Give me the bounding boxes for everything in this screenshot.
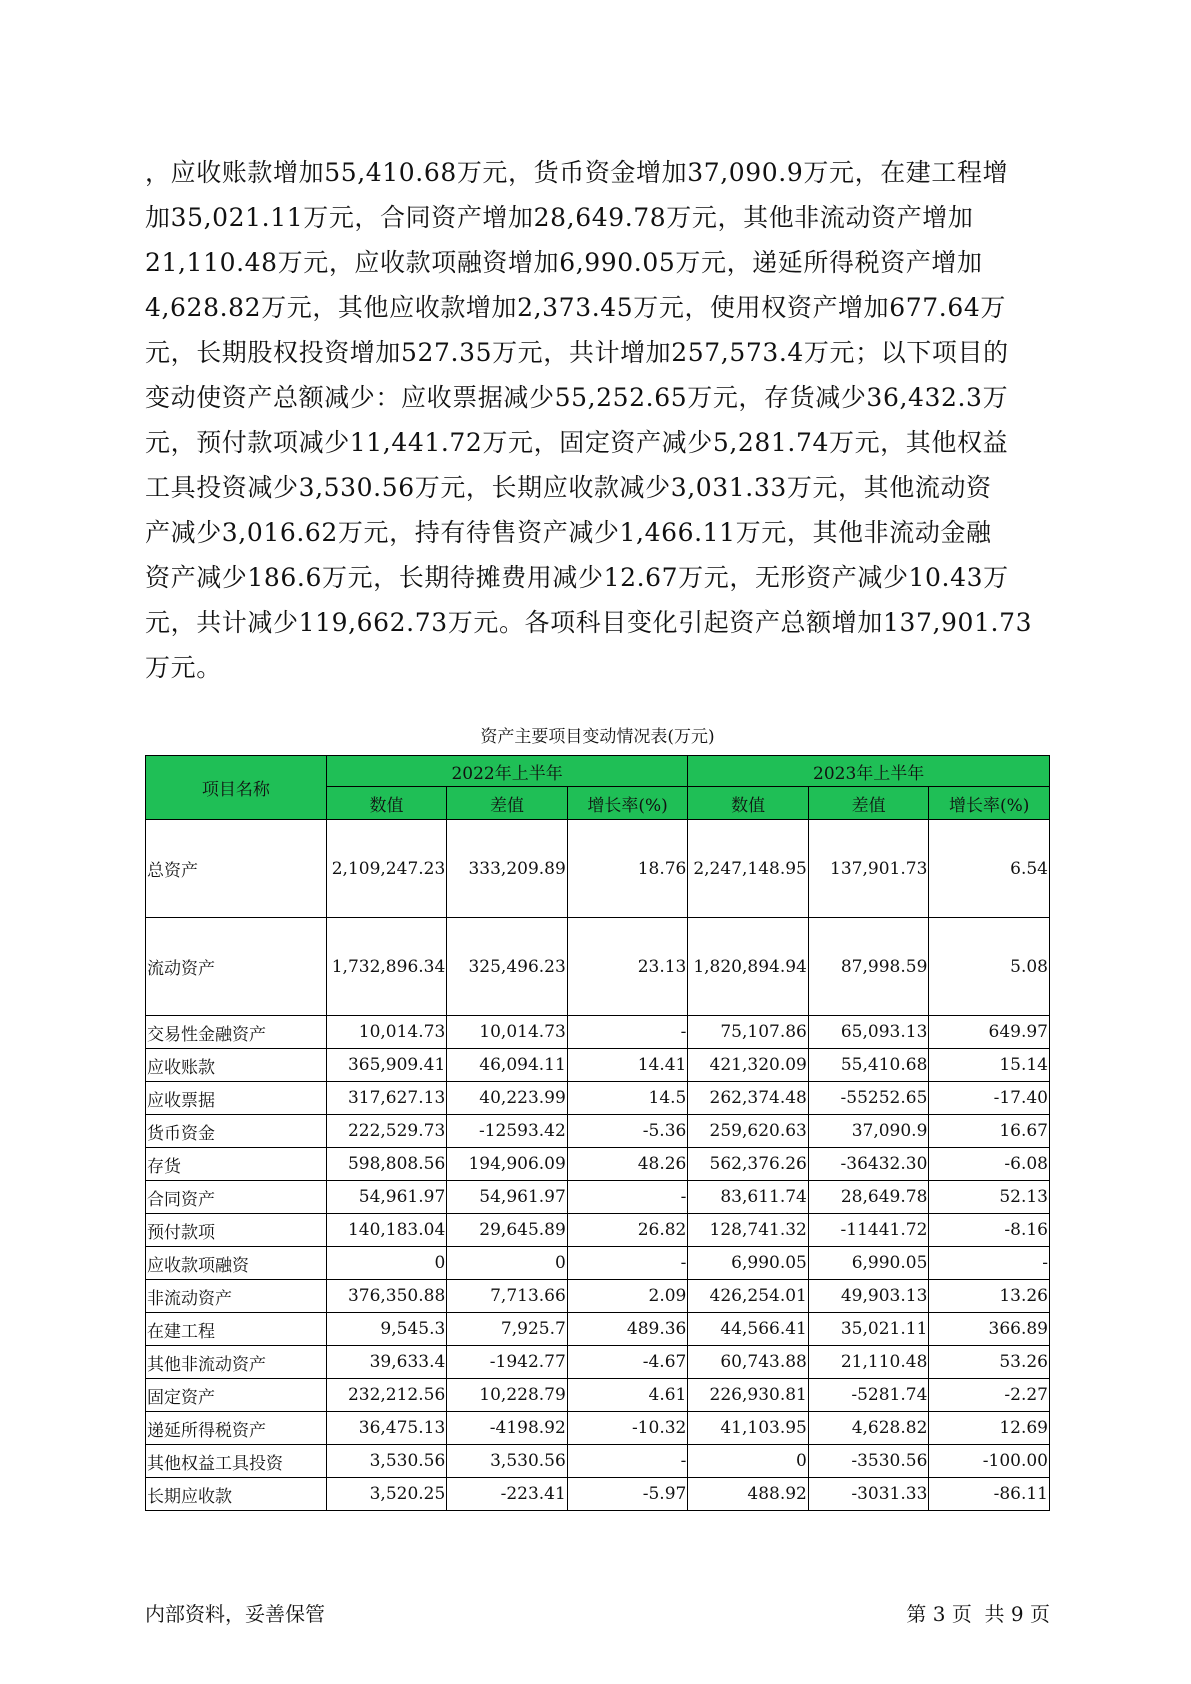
cell-growth-2023: 6.54 <box>929 820 1050 918</box>
cell-growth-2023: 366.89 <box>929 1313 1050 1346</box>
paragraph-line: 产减少3,016.62万元，持有待售资产减少1,466.11万元，其他非流动金融 <box>145 518 992 547</box>
table-row <box>146 1049 1050 1082</box>
paragraph-line: 资产减少186.6万元，长期待摊费用减少12.67万元，无形资产减少10.43万 <box>145 563 1009 592</box>
cell-growth-2022: -4.67 <box>567 1346 688 1379</box>
cell-diff-2023: -36432.30 <box>808 1148 929 1181</box>
cell-value-2022: 54,961.97 <box>326 1181 447 1214</box>
header-diff-2022: 差值 <box>447 787 568 820</box>
header-period-2023: 2023年上半年 <box>688 756 1050 787</box>
cell-value-2022: 36,475.13 <box>326 1412 447 1445</box>
row-item-name: 长期应收款 <box>146 1478 327 1511</box>
cell-diff-2023: -5281.74 <box>808 1379 929 1412</box>
header-growth-2022: 增长率(%) <box>567 787 688 820</box>
cell-growth-2022: 23.13 <box>567 918 688 1016</box>
row-item-name: 递延所得税资产 <box>146 1412 327 1445</box>
header-value-2022: 数值 <box>326 787 447 820</box>
cell-diff-2023: 21,110.48 <box>808 1346 929 1379</box>
cell-diff-2022: 10,228.79 <box>447 1379 568 1412</box>
footer-page-number: 第 3 页 共 9 页 <box>906 1602 1050 1626</box>
cell-value-2023: 60,743.88 <box>688 1346 809 1379</box>
cell-diff-2023: 6,990.05 <box>808 1247 929 1280</box>
cell-diff-2022: -4198.92 <box>447 1412 568 1445</box>
cell-value-2023: 426,254.01 <box>688 1280 809 1313</box>
cell-diff-2022: 46,094.11 <box>447 1049 568 1082</box>
cell-growth-2023: 649.97 <box>929 1016 1050 1049</box>
paragraph-line: 元，共计减少119,662.73万元。各项科目变化引起资产总额增加137,901.73 <box>145 608 1033 637</box>
cell-value-2022: 140,183.04 <box>326 1214 447 1247</box>
cell-growth-2023: -17.40 <box>929 1082 1050 1115</box>
cell-value-2022: 376,350.88 <box>326 1280 447 1313</box>
table-row <box>146 1082 1050 1115</box>
cell-value-2023: 41,103.95 <box>688 1412 809 1445</box>
paragraph-line: 4,628.82万元，其他应收款增加2,373.45万元，使用权资产增加677.64万 <box>145 293 1006 322</box>
cell-growth-2023: -100.00 <box>929 1445 1050 1478</box>
cell-diff-2022: -12593.42 <box>447 1115 568 1148</box>
cell-value-2023: 226,930.81 <box>688 1379 809 1412</box>
cell-value-2023: 488.92 <box>688 1478 809 1511</box>
cell-value-2023: 83,611.74 <box>688 1181 809 1214</box>
cell-diff-2022: 0 <box>447 1247 568 1280</box>
cell-diff-2023: 49,903.13 <box>808 1280 929 1313</box>
table-row <box>146 1181 1050 1214</box>
cell-diff-2023: 28,649.78 <box>808 1181 929 1214</box>
cell-diff-2022: 7,925.7 <box>447 1313 568 1346</box>
cell-diff-2023: 87,998.59 <box>808 918 929 1016</box>
cell-growth-2022: -5.97 <box>567 1478 688 1511</box>
table-caption: 资产主要项目变动情况表(万元) <box>480 727 715 747</box>
cell-value-2022: 3,530.56 <box>326 1445 447 1478</box>
cell-growth-2023: -86.11 <box>929 1478 1050 1511</box>
cell-value-2022: 2,109,247.23 <box>326 820 447 918</box>
cell-diff-2022: 10,014.73 <box>447 1016 568 1049</box>
cell-value-2022: 1,732,896.34 <box>326 918 447 1016</box>
table-row <box>146 1148 1050 1181</box>
cell-growth-2023: -8.16 <box>929 1214 1050 1247</box>
cell-growth-2022: 4.61 <box>567 1379 688 1412</box>
cell-growth-2022: 14.41 <box>567 1049 688 1082</box>
cell-value-2022: 9,545.3 <box>326 1313 447 1346</box>
row-item-name: 存货 <box>146 1148 327 1181</box>
paragraph-line: 元，长期股权投资增加527.35万元，共计增加257,573.4万元；以下项目的 <box>145 338 1009 367</box>
table-row <box>146 1346 1050 1379</box>
cell-growth-2022: - <box>567 1016 688 1049</box>
cell-growth-2023: 13.26 <box>929 1280 1050 1313</box>
cell-diff-2022: 54,961.97 <box>447 1181 568 1214</box>
cell-diff-2022: -223.41 <box>447 1478 568 1511</box>
cell-value-2022: 39,633.4 <box>326 1346 447 1379</box>
cell-value-2022: 232,212.56 <box>326 1379 447 1412</box>
table-row <box>146 1214 1050 1247</box>
asset-change-table <box>145 755 1050 1511</box>
body-paragraph <box>145 150 1050 690</box>
header-period-2022: 2022年上半年 <box>326 756 688 787</box>
cell-growth-2023: 15.14 <box>929 1049 1050 1082</box>
cell-value-2023: 128,741.32 <box>688 1214 809 1247</box>
row-item-name: 货币资金 <box>146 1115 327 1148</box>
cell-diff-2023: -11441.72 <box>808 1214 929 1247</box>
cell-growth-2023: 53.26 <box>929 1346 1050 1379</box>
cell-growth-2022: 489.36 <box>567 1313 688 1346</box>
paragraph-line: 变动使资产总额减少：应收票据减少55,252.65万元，存货减少36,432.3万 <box>145 383 1009 412</box>
cell-value-2023: 6,990.05 <box>688 1247 809 1280</box>
cell-value-2023: 0 <box>688 1445 809 1478</box>
cell-growth-2022: - <box>567 1247 688 1280</box>
cell-value-2023: 75,107.86 <box>688 1016 809 1049</box>
cell-diff-2023: -55252.65 <box>808 1082 929 1115</box>
row-item-name: 在建工程 <box>146 1313 327 1346</box>
cell-growth-2022: 18.76 <box>567 820 688 918</box>
paragraph-line: 加35,021.11万元，合同资产增加28,649.78万元，其他非流动资产增加 <box>145 203 974 232</box>
row-item-name: 应收账款 <box>146 1049 327 1082</box>
cell-diff-2023: 4,628.82 <box>808 1412 929 1445</box>
cell-growth-2023: -6.08 <box>929 1148 1050 1181</box>
cell-diff-2022: 3,530.56 <box>447 1445 568 1478</box>
cell-growth-2022: 48.26 <box>567 1148 688 1181</box>
cell-value-2022: 0 <box>326 1247 447 1280</box>
cell-diff-2023: 37,090.9 <box>808 1115 929 1148</box>
row-item-name: 其他权益工具投资 <box>146 1445 327 1478</box>
cell-diff-2022: 7,713.66 <box>447 1280 568 1313</box>
cell-diff-2023: -3031.33 <box>808 1478 929 1511</box>
table-row <box>146 1313 1050 1346</box>
table-row <box>146 1016 1050 1049</box>
table-row <box>146 1280 1050 1313</box>
cell-value-2022: 10,014.73 <box>326 1016 447 1049</box>
row-item-name: 非流动资产 <box>146 1280 327 1313</box>
paragraph-line: 工具投资减少3,530.56万元，长期应收款减少3,031.33万元，其他流动资 <box>145 473 992 502</box>
cell-diff-2022: 333,209.89 <box>447 820 568 918</box>
cell-growth-2022: - <box>567 1445 688 1478</box>
cell-growth-2022: -5.36 <box>567 1115 688 1148</box>
cell-value-2023: 44,566.41 <box>688 1313 809 1346</box>
row-item-name: 预付款项 <box>146 1214 327 1247</box>
cell-value-2023: 562,376.26 <box>688 1148 809 1181</box>
header-value-2023: 数值 <box>688 787 809 820</box>
table-row <box>146 1115 1050 1148</box>
cell-growth-2022: 26.82 <box>567 1214 688 1247</box>
cell-value-2023: 2,247,148.95 <box>688 820 809 918</box>
cell-growth-2022: -10.32 <box>567 1412 688 1445</box>
cell-diff-2023: 55,410.68 <box>808 1049 929 1082</box>
table-row <box>146 1478 1050 1511</box>
cell-value-2022: 3,520.25 <box>326 1478 447 1511</box>
cell-value-2022: 222,529.73 <box>326 1115 447 1148</box>
row-item-name: 交易性金融资产 <box>146 1016 327 1049</box>
table-row <box>146 1445 1050 1478</box>
row-item-name: 应收票据 <box>146 1082 327 1115</box>
cell-value-2023: 1,820,894.94 <box>688 918 809 1016</box>
paragraph-line: 元，预付款项减少11,441.72万元，固定资产减少5,281.74万元，其他权益 <box>145 428 1009 457</box>
cell-diff-2023: -3530.56 <box>808 1445 929 1478</box>
table-row <box>146 1247 1050 1280</box>
cell-diff-2022: -1942.77 <box>447 1346 568 1379</box>
cell-diff-2022: 40,223.99 <box>447 1082 568 1115</box>
footer-confidential-note: 内部资料，妥善保管 <box>145 1602 325 1626</box>
paragraph-line: 21,110.48万元，应收款项融资增加6,990.05万元，递延所得税资产增加 <box>145 248 983 277</box>
row-item-name: 流动资产 <box>146 918 327 1016</box>
cell-growth-2023: 52.13 <box>929 1181 1050 1214</box>
cell-diff-2023: 137,901.73 <box>808 820 929 918</box>
header-item-name: 项目名称 <box>146 756 327 820</box>
cell-growth-2023: 5.08 <box>929 918 1050 1016</box>
cell-value-2023: 259,620.63 <box>688 1115 809 1148</box>
cell-growth-2023: -2.27 <box>929 1379 1050 1412</box>
cell-growth-2022: 2.09 <box>567 1280 688 1313</box>
cell-growth-2022: 14.5 <box>567 1082 688 1115</box>
paragraph-line: ，应收账款增加55,410.68万元，货币资金增加37,090.9万元，在建工程增 <box>145 158 1009 187</box>
header-growth-2023: 增长率(%) <box>929 787 1050 820</box>
cell-value-2023: 262,374.48 <box>688 1082 809 1115</box>
row-item-name: 合同资产 <box>146 1181 327 1214</box>
cell-value-2022: 598,808.56 <box>326 1148 447 1181</box>
paragraph-line: 万元。 <box>145 653 222 682</box>
row-item-name: 固定资产 <box>146 1379 327 1412</box>
row-item-name: 应收款项融资 <box>146 1247 327 1280</box>
cell-value-2023: 421,320.09 <box>688 1049 809 1082</box>
table-row <box>146 1412 1050 1445</box>
header-diff-2023: 差值 <box>808 787 929 820</box>
cell-growth-2023: - <box>929 1247 1050 1280</box>
cell-diff-2022: 325,496.23 <box>447 918 568 1016</box>
table-row <box>146 918 1050 1016</box>
cell-diff-2023: 65,093.13 <box>808 1016 929 1049</box>
cell-growth-2022: - <box>567 1181 688 1214</box>
table-row <box>146 1379 1050 1412</box>
cell-diff-2022: 29,645.89 <box>447 1214 568 1247</box>
cell-diff-2022: 194,906.09 <box>447 1148 568 1181</box>
row-item-name: 总资产 <box>146 820 327 918</box>
cell-diff-2023: 35,021.11 <box>808 1313 929 1346</box>
row-item-name: 其他非流动资产 <box>146 1346 327 1379</box>
cell-growth-2023: 12.69 <box>929 1412 1050 1445</box>
table-row <box>146 820 1050 918</box>
cell-value-2022: 365,909.41 <box>326 1049 447 1082</box>
cell-growth-2023: 16.67 <box>929 1115 1050 1148</box>
cell-value-2022: 317,627.13 <box>326 1082 447 1115</box>
